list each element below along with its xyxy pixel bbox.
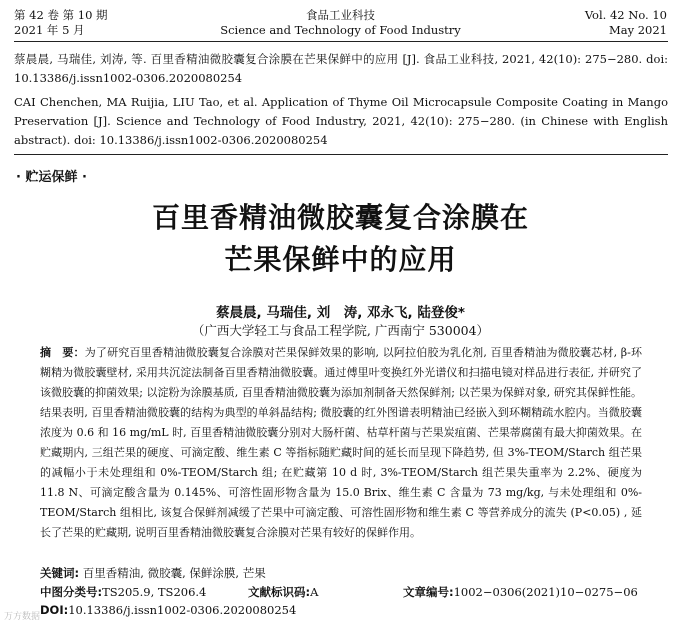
header-journal-cn: 食品工业科技 bbox=[306, 8, 375, 22]
doc-code-value: A bbox=[310, 585, 319, 599]
abstract-label: 摘 要： bbox=[40, 346, 85, 359]
doi bbox=[40, 603, 296, 617]
abstract bbox=[40, 343, 642, 543]
clc-value: TS205.9, TS206.4 bbox=[102, 585, 207, 599]
section-label: · 贮运保鲜 · bbox=[16, 170, 87, 185]
article-label: 文章编号: bbox=[403, 585, 454, 599]
clc-number bbox=[40, 584, 206, 600]
header-journal-en: Science and Technology of Food Industry bbox=[220, 23, 461, 37]
doi-label: DOI: bbox=[40, 603, 69, 617]
header-date-en: May 2021 bbox=[608, 23, 667, 37]
header-date-cn: 2021 年 5 月 bbox=[14, 23, 85, 37]
citation-cn: 蔡晨晨, 马瑞佳, 刘涛, 等. 百里香精油微胶囊复合涂膜在芒果保鲜中的应用 [J]. 食品工业科技, 2021, 42(10): 275−280. doi: 10.13386/j.issn1002-0306.2020080254 bbox=[14, 52, 668, 85]
title-line-2: 芒果保鲜中的应用 bbox=[224, 243, 457, 276]
keywords-text: 百里香精油, 微胶囊, 保鲜涂膜, 芒果 bbox=[82, 566, 266, 580]
abstract-text: 为了研究百里香精油微胶囊复合涂膜对芒果保鲜效果的影响, 以阿拉伯胶为乳化剂, 百里香精油为微胶囊芯材, β-环糊精为微胶囊壁材, 采用共沉淀法制备百里香精油微胶囊。通过傅里叶变换红外光谱仪和扫描电镜对样品进行表征, 并研究了该微胶囊的抑菌效果; 以淀粉为涂膜基质, 百里香精油微胶囊为添加剂制备天然保鲜剂; 以芒果为保鲜对象, 研究其保鲜性能。结果表明, 百里香精油微胶囊的结构为典型的单斜晶结构; 微胶囊的红外图谱表明精油已经嵌入到环糊精疏水腔内。当微胶囊浓度为 0.6 和 16 mg/mL 时, 百里香精油微胶囊分别对大肠杆菌、枯草杆菌与芒果炭疽菌、芒果蒂腐菌有最大抑菌效果。在贮藏期内, 三组芒果的硬度、可滴定酸、维生素 C 等指标随贮藏时间的延长而呈现下降趋势, 但 3%-TEOM/Starch 组芒果的减幅小于未处理组和 0%-TEOM/Starch 组; 在贮藏第 10 d 时, 3%-TEOM/Starch 组芒果失重率为 2.2%、硬度为 11.8 N、可滴定酸含量为 0.145%、可溶性固形物含量为 15.0 Brix、维生素 C 含量为 73 mg/kg, 与未处理组和 0%-TEOM/Starch 组相比, 该复合保鲜剂减缓了芒果中可滴定酸、可溶性固形物和维生素 C 等营养成分的流失 (P<0.05) , 延长了芒果的贮藏期, 说明百里香精油微胶囊复合涂膜对芒果有较好的保鲜作用。 bbox=[40, 346, 643, 539]
article-value: 1002−0306(2021)10−0275−06 bbox=[453, 585, 638, 599]
header-volume-cn: 第 42 卷 第 10 期 bbox=[14, 8, 108, 22]
article-number bbox=[403, 584, 638, 600]
header-volume-en: Vol. 42 No. 10 bbox=[584, 8, 667, 22]
authors: 蔡晨晨, 马瑞佳, 刘 涛, 邓永飞, 陆登俊* bbox=[216, 305, 465, 321]
header-rule bbox=[14, 41, 668, 42]
citation-rule bbox=[14, 154, 668, 155]
doi-link[interactable]: 10.13386/j.issn1002-0306.2020080254 bbox=[68, 603, 297, 617]
citation-en: CAI Chenchen, MA Ruijia, LIU Tao, et al. Application of Thyme Oil Microcapsule Composite Coating in Mango Preservation [J]. Science and Technology of Food Industry, 2021, 42(10): 275−280. (in Chinese with English abstract). doi: 10.13386/j.issn1002-0306.2020080254 bbox=[14, 95, 668, 147]
watermark: 万方数据 bbox=[4, 612, 41, 622]
clc-label: 中图分类号: bbox=[40, 585, 103, 599]
keywords-label: 关键词: bbox=[40, 566, 80, 580]
title-line-1: 百里香精油微胶囊复合涂膜在 bbox=[151, 201, 529, 234]
doc-code-label: 文献标识码: bbox=[248, 585, 311, 599]
affiliation: （广西大学轻工与食品工程学院, 广西南宁 530004） bbox=[191, 323, 490, 338]
document-code bbox=[248, 584, 318, 600]
keywords bbox=[40, 565, 266, 581]
